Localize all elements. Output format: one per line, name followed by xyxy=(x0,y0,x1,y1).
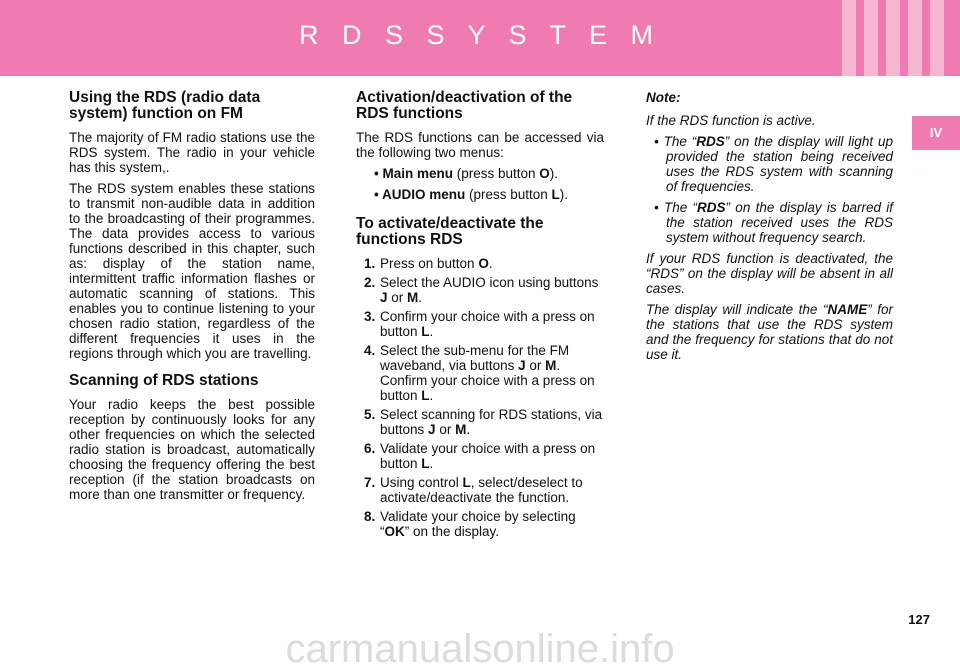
paragraph: The RDS functions can be accessed via the following two menus: xyxy=(356,130,604,160)
paragraph: Your radio keeps the best possible reception by continuously looks for any other frequencies on which the selected radio station is broadcast, automatically choosing the frequency offering the best reception (if the station broadcasts on more than one transmitter or frequency. xyxy=(69,397,315,502)
step-item: 4. Select the sub-menu for the FM waveband, via buttons J or M. Confirm your choice with a press on button L. xyxy=(364,343,595,403)
step-item: 7. Using control L, select/deselect to activate/deactivate the function. xyxy=(364,475,583,505)
step-item: 5. Select scanning for RDS stations, via buttons J or M. xyxy=(364,407,603,437)
step-item: 8. Validate your choice by selecting “OK” on the display. xyxy=(364,509,576,539)
header-band xyxy=(0,0,960,76)
section-heading-activation: Activation/deactivation of the RDS functions xyxy=(356,89,573,122)
paragraph: If the RDS function is active. xyxy=(646,113,816,128)
section-heading-using-rds: Using the RDS (radio data system) function on FM xyxy=(69,89,261,122)
paragraph: If your RDS function is deactivated, the “RDS” on the display will be absent in all cases. xyxy=(646,251,893,296)
column-left xyxy=(69,90,315,508)
page-title: R D S S Y S T E M xyxy=(298,20,662,50)
section-heading-scanning: Scanning of RDS stations xyxy=(69,372,259,389)
chapter-tab: IV xyxy=(912,116,960,150)
paragraph: The majority of FM radio stations use the RDS system. The radio in your vehicle has this system,. xyxy=(69,130,315,175)
step-list xyxy=(356,256,604,539)
step-item: 6. Validate your choice with a press on button L. xyxy=(364,441,596,471)
menu-item-main: • Main menu (press button O). xyxy=(374,166,559,181)
menu-item-audio: • AUDIO menu (press button L). xyxy=(374,187,569,202)
paragraph: The display will indicate the “NAME” for the stations that use the RDS system and the frequency for stations that do not use it. xyxy=(646,302,893,362)
step-item: 1. Press on button O. xyxy=(364,256,493,271)
page-number: 127 xyxy=(908,612,930,627)
column-middle xyxy=(356,90,604,543)
section-heading-activate-deactivate: To activate/deactivate the functions RDS xyxy=(356,215,544,248)
step-item: 2. Select the AUDIO icon using buttons J or M. xyxy=(364,275,599,305)
note-heading: Note: xyxy=(646,90,681,105)
step-item: 3. Confirm your choice with a press on button L. xyxy=(364,309,595,339)
header-stripes xyxy=(842,0,960,76)
note-bullet: • The “RDS” on the display will light up provided the station being received uses the RDS system with scanning of frequencies. xyxy=(654,134,893,194)
paragraph: The RDS system enables these stations to transmit non-audible data in addition to the broadcasting of their programmes. The data provides access to various functions described in this chapter, such as: display of the station name, intermittent traffic information flashes or automatic scanning of stations. This enables you to continue listening to your chosen radio station, regardless of the different frequencies it uses in the regions through which you are travelling. xyxy=(69,181,315,361)
column-right xyxy=(646,90,893,368)
note-bullet: • The “RDS” on the display is barred if the station received uses the RDS system without frequency search. xyxy=(654,200,893,245)
watermark: carmanualsonline.info xyxy=(285,627,675,671)
